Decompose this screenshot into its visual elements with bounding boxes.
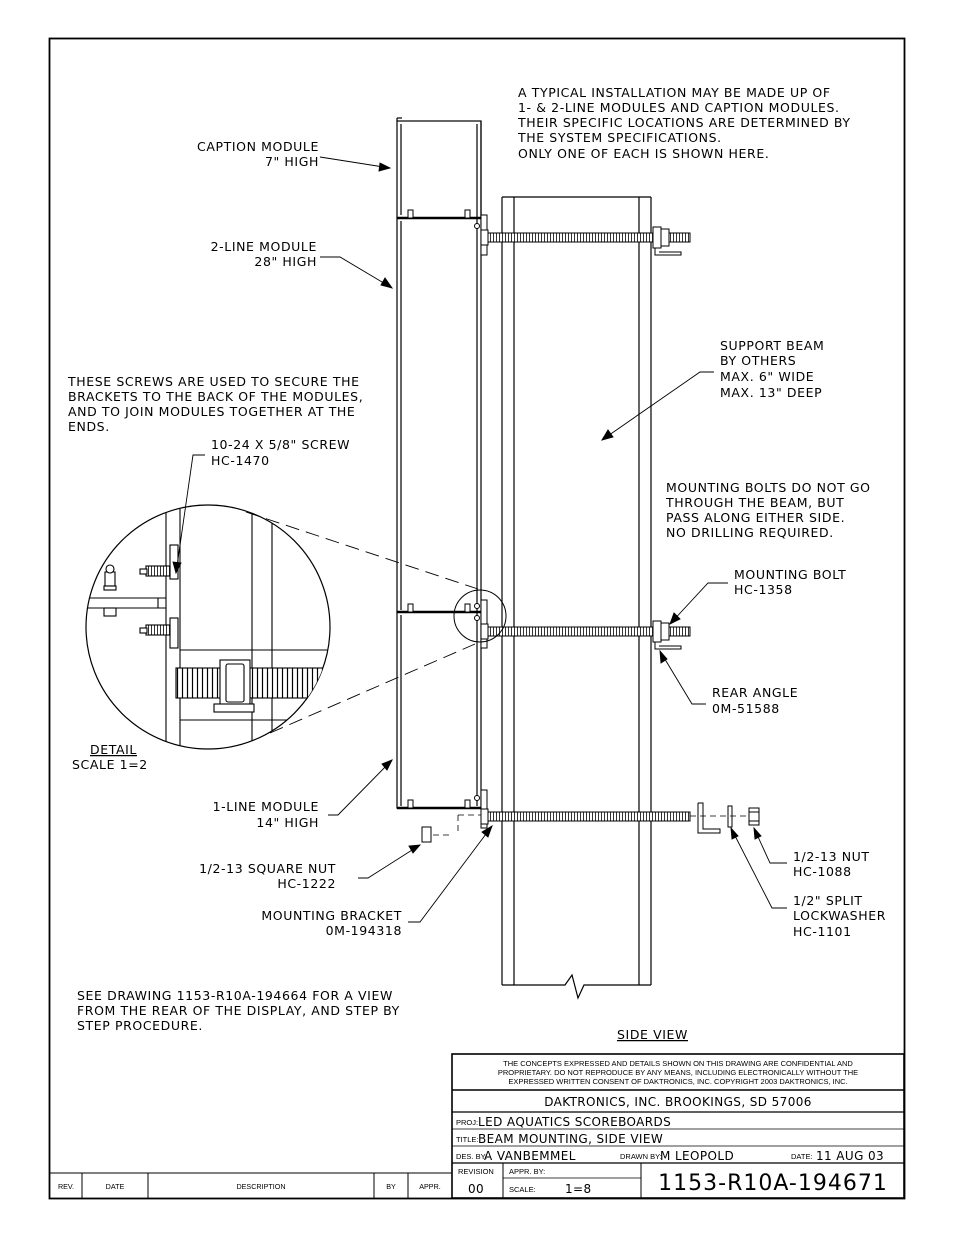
svg-text:HC-1358: HC-1358 (734, 582, 793, 597)
svg-text:HC-1101: HC-1101 (793, 924, 852, 939)
svg-text:28" HIGH: 28" HIGH (254, 254, 317, 269)
svg-text:BRACKETS TO THE BACK OF THE MO: BRACKETS TO THE BACK OF THE MODULES, (68, 389, 364, 404)
typical-installation-note (517, 85, 851, 161)
support-beam-label (720, 338, 824, 400)
side-view-label: SIDE VIEW (617, 1027, 689, 1042)
drawing-date: 11 AUG 03 (816, 1149, 885, 1163)
svg-text:THEIR SPECIFIC LOCATIONS ARE D: THEIR SPECIFIC LOCATIONS ARE DETERMINED BY (518, 115, 851, 130)
one-line-module-label (213, 799, 319, 830)
detail-label (72, 742, 148, 772)
svg-text:REV.: REV. (57, 1182, 75, 1191)
svg-text:HC-1470: HC-1470 (211, 453, 270, 468)
svg-text:DETAIL: DETAIL (90, 742, 137, 757)
one-line-module (397, 612, 481, 808)
svg-text:APPR.: APPR. (419, 1182, 441, 1191)
svg-text:A TYPICAL INSTALLATION MAY BE: A TYPICAL INSTALLATION MAY BE MADE UP OF (518, 85, 831, 100)
mounting-bolt-label (734, 567, 846, 597)
svg-text:BY OTHERS: BY OTHERS (720, 353, 797, 368)
svg-text:MAX. 6" WIDE: MAX. 6" WIDE (720, 369, 815, 384)
svg-text:0M-194318: 0M-194318 (325, 923, 402, 938)
svg-text:14" HIGH: 14" HIGH (256, 815, 319, 830)
mounting-bracket-label (261, 908, 402, 938)
svg-text:MAX. 13" DEEP: MAX. 13" DEEP (720, 385, 823, 400)
caption-module (397, 121, 481, 218)
proj-label: PROJ: (456, 1118, 479, 1127)
detail-view (70, 500, 506, 760)
appr-label: APPR. BY: (509, 1167, 546, 1176)
svg-text:STEP PROCEDURE.: STEP PROCEDURE. (77, 1018, 203, 1033)
svg-text:THESE SCREWS ARE USED TO SECUR: THESE SCREWS ARE USED TO SECURE THE (68, 374, 360, 389)
svg-text:CAPTION MODULE: CAPTION MODULE (197, 139, 319, 154)
svg-text:THE SYSTEM SPECIFICATIONS.: THE SYSTEM SPECIFICATIONS. (518, 130, 722, 145)
svg-text:DESCRIPTION: DESCRIPTION (236, 1182, 286, 1191)
svg-text:LOCKWASHER: LOCKWASHER (793, 908, 886, 923)
svg-text:1- & 2-LINE MODULES AND CAPTIO: 1- & 2-LINE MODULES AND CAPTION MODULES. (518, 100, 840, 115)
date-label: DATE: (791, 1152, 813, 1161)
revision-label: REVISION (458, 1167, 494, 1176)
svg-text:HC-1088: HC-1088 (793, 864, 852, 879)
svg-text:SUPPORT BEAM: SUPPORT BEAM (720, 338, 825, 353)
drawing-title: BEAM MOUNTING, SIDE VIEW (478, 1132, 664, 1146)
svg-text:MOUNTING BOLTS DO NOT GO: MOUNTING BOLTS DO NOT GO (666, 480, 871, 495)
caption-module-label (197, 139, 319, 169)
support-beam (502, 197, 651, 998)
svg-text:REAR ANGLE: REAR ANGLE (712, 685, 799, 700)
project-name: LED AQUATICS SCOREBOARDS (478, 1115, 672, 1129)
revision-headers (58, 1182, 441, 1191)
drafter: M LEOPOLD (660, 1149, 735, 1163)
svg-text:1/2-13 NUT: 1/2-13 NUT (793, 849, 870, 864)
two-line-module-label (211, 239, 317, 269)
svg-text:HC-1222: HC-1222 (277, 876, 336, 891)
company-name: DAKTRONICS, INC. BROOKINGS, SD 57006 (544, 1095, 812, 1109)
screw-label (211, 437, 350, 468)
svg-text:0M-51588: 0M-51588 (712, 701, 780, 716)
svg-text:PROPRIETARY. DO NOT REPRODUCE: PROPRIETARY. DO NOT REPRODUCE BY ANY MEANS, INCLUDING ELECTRONICALLY WITHOUT THE (497, 1068, 859, 1077)
svg-text:EXPRESSED WRITTEN CONSENT OF D: EXPRESSED WRITTEN CONSENT OF DAKTRONICS, INC. COPYRIGHT 2003 DAKTRONICS, INC. (508, 1077, 848, 1086)
scale-label: SCALE: (509, 1185, 536, 1194)
svg-text:1-LINE MODULE: 1-LINE MODULE (212, 799, 319, 814)
svg-text:THROUGH THE BEAM, BUT: THROUGH THE BEAM, BUT (666, 495, 845, 510)
svg-text:ENDS.: ENDS. (68, 419, 110, 434)
svg-text:MOUNTING BOLT: MOUNTING BOLT (734, 567, 847, 582)
svg-text:ONLY ONE OF EACH IS SHOWN HERE: ONLY ONE OF EACH IS SHOWN HERE. (518, 146, 770, 161)
svg-text:2-LINE MODULE: 2-LINE MODULE (210, 239, 317, 254)
des-label: DES. BY: (456, 1152, 488, 1161)
svg-text:BY: BY (386, 1182, 396, 1191)
svg-text:SEE DRAWING 1153-R10A-194664 F: SEE DRAWING 1153-R10A-194664 FOR A VIEW (77, 988, 393, 1003)
designer: A VANBEMMEL (484, 1149, 576, 1163)
svg-text:NO DRILLING REQUIRED.: NO DRILLING REQUIRED. (666, 525, 834, 540)
svg-text:FROM THE REAR OF THE DISPLAY,: FROM THE REAR OF THE DISPLAY, AND STEP BY (77, 1003, 400, 1018)
svg-text:1/2-13 SQUARE NUT: 1/2-13 SQUARE NUT (199, 861, 336, 876)
svg-text:MOUNTING BRACKET: MOUNTING BRACKET (261, 908, 402, 923)
svg-text:10-24 X 5/8" SCREW: 10-24 X 5/8" SCREW (211, 437, 351, 452)
module-stack (397, 118, 481, 808)
module-screws (408, 210, 470, 808)
square-nut-label (199, 861, 336, 891)
svg-text:THE CONCEPTS EXPRESSED AND DET: THE CONCEPTS EXPRESSED AND DETAILS SHOWN ON THIS DRAWING ARE CONFIDENTIAL AND (503, 1059, 853, 1068)
svg-text:DATE: DATE (105, 1182, 125, 1191)
rear-angle-label (712, 685, 798, 716)
drawing-number: 1153-R10A-194671 (658, 1171, 888, 1196)
svg-text:1/2" SPLIT: 1/2" SPLIT (793, 893, 863, 908)
svg-text:7" HIGH: 7" HIGH (264, 154, 319, 169)
title-label: TITLE: (456, 1135, 479, 1144)
see-drawing-note (77, 988, 400, 1033)
bolts-note (665, 480, 871, 540)
confidential-notice (498, 1059, 858, 1086)
svg-text:AND TO JOIN MODULES TOGETHER A: AND TO JOIN MODULES TOGETHER AT THE (68, 404, 356, 419)
two-line-module (397, 218, 481, 612)
drawn-label: DRAWN BY: (620, 1152, 662, 1161)
revision-number: 00 (468, 1182, 485, 1196)
screws-note (67, 374, 363, 434)
drawing-scale: 1=8 (565, 1182, 592, 1196)
nut-label (793, 849, 870, 879)
svg-text:SCALE 1=2: SCALE 1=2 (72, 757, 148, 772)
svg-text:PASS ALONG EITHER SIDE.: PASS ALONG EITHER SIDE. (666, 510, 846, 525)
lockwasher-label (793, 893, 886, 939)
